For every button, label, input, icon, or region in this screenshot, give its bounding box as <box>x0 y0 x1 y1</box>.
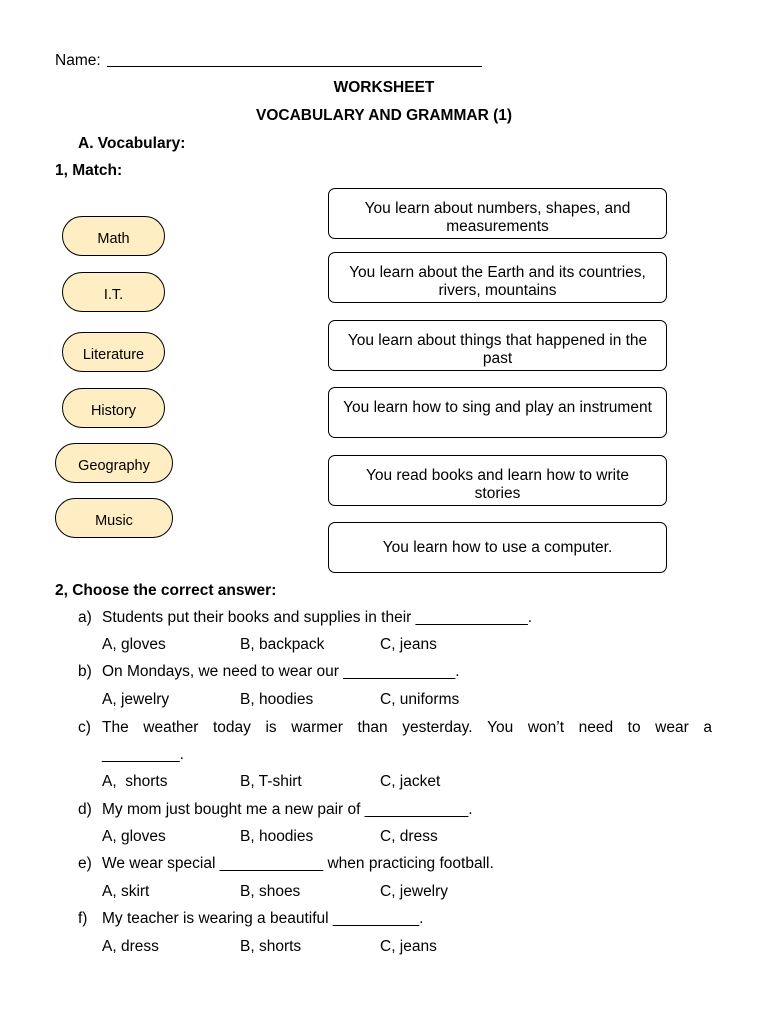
question-text-justified <box>102 719 712 737</box>
description-box-2: You learn about the Earth and its countries, rivers, mountains <box>328 252 667 303</box>
question-word: won’t <box>527 719 565 736</box>
answer-option: C, jeans <box>380 636 437 653</box>
choose-heading: 2, Choose the correct answer: <box>55 582 277 599</box>
answer-option: A, gloves <box>102 828 166 845</box>
question-text: On Mondays, we need to wear our _____________. <box>102 663 460 680</box>
question-letter: b) <box>78 663 92 680</box>
answer-option: B, shorts <box>240 938 302 955</box>
description-box-5: You read books and learn how to write stories <box>328 455 667 506</box>
question-letter: e) <box>78 855 92 872</box>
answer-option: B, hoodies <box>240 828 314 845</box>
question-word: wear <box>655 719 689 736</box>
question-text: My mom just bought me a new pair of ____________. <box>102 801 473 818</box>
question-word: weather <box>143 719 199 736</box>
answer-option: A, gloves <box>102 636 166 653</box>
answer-option: C, jacket <box>380 773 441 790</box>
answer-option: C, jeans <box>380 938 437 955</box>
answer-option: C, jewelry <box>380 883 449 900</box>
name-label: Name: <box>55 52 101 69</box>
question-continuation: _________. <box>102 746 184 763</box>
answer-option: B, T-shirt <box>240 773 302 790</box>
question-word: warmer <box>291 719 343 736</box>
answer-option: B, backpack <box>240 636 325 653</box>
question-letter: d) <box>78 801 92 818</box>
description-box-6: You learn how to use a computer. <box>328 522 667 573</box>
question-word: is <box>265 719 277 736</box>
question-letter: a) <box>78 609 92 626</box>
question-text: My teacher is wearing a beautiful __________. <box>102 910 424 927</box>
answer-option: B, hoodies <box>240 691 314 708</box>
question-word: You <box>487 719 514 736</box>
name-blank-line <box>107 66 482 67</box>
answer-option: C, uniforms <box>380 691 460 708</box>
subject-pill-math: Math <box>62 216 165 256</box>
answer-option: A, jewelry <box>102 691 170 708</box>
question-word: need <box>578 719 614 736</box>
subject-pill-it: I.T. <box>62 272 165 312</box>
subject-pill-geography: Geography <box>55 443 173 483</box>
question-letter: f) <box>78 910 88 927</box>
answer-option: A, shorts <box>102 773 168 790</box>
question-text: We wear special ____________ when practicing football. <box>102 855 494 872</box>
subject-pill-history: History <box>62 388 165 428</box>
section-a-heading: A. Vocabulary: <box>78 135 186 152</box>
match-heading: 1, Match: <box>55 162 123 179</box>
answer-option: C, dress <box>380 828 438 845</box>
worksheet-subtitle: VOCABULARY AND GRAMMAR (1) <box>255 107 513 124</box>
question-text: Students put their books and supplies in their _____________. <box>102 609 533 626</box>
worksheet-title: WORKSHEET <box>333 79 435 96</box>
subject-pill-music: Music <box>55 498 173 538</box>
answer-option: A, skirt <box>102 883 150 900</box>
question-word: today <box>213 719 251 736</box>
description-box-4: You learn how to sing and play an instrument <box>328 387 667 438</box>
subject-pill-literature: Literature <box>62 332 165 372</box>
question-word: than <box>357 719 388 736</box>
question-word: a <box>703 719 712 736</box>
question-word: The <box>102 719 129 736</box>
answer-option: A, dress <box>102 938 159 955</box>
question-word: yesterday. <box>402 719 473 736</box>
description-box-3: You learn about things that happened in the past <box>328 320 667 371</box>
question-word: to <box>627 719 641 736</box>
description-box-1: You learn about numbers, shapes, and measurements <box>328 188 667 239</box>
answer-option: B, shoes <box>240 883 301 900</box>
question-letter: c) <box>78 719 91 736</box>
